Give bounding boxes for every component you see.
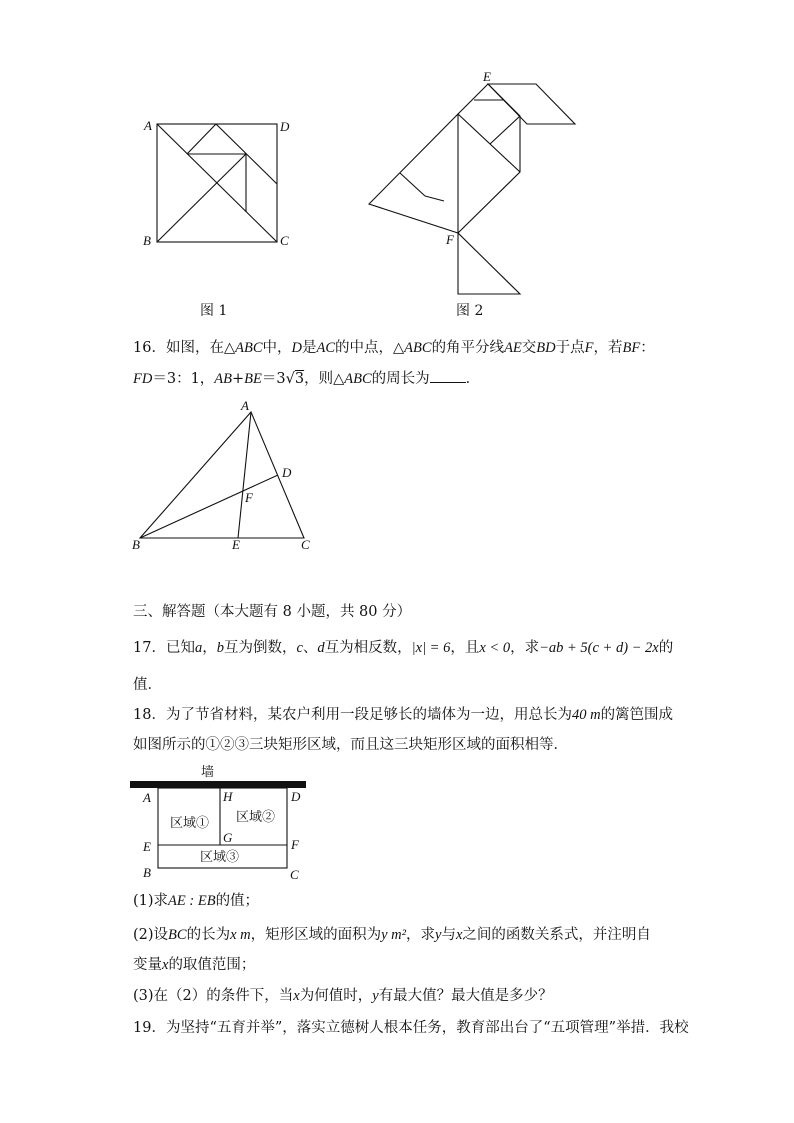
- q18-sub2-line2: 变量x的取值范围；: [133, 957, 256, 973]
- fig1-label-A: A: [144, 118, 152, 133]
- q18-label-D: D: [291, 789, 301, 804]
- fig1-caption: 图 1: [200, 303, 228, 319]
- fig1-label-C: C: [280, 233, 289, 248]
- section-3-title: 三、解答题（本大题有 8 小题，共 80 分）: [133, 604, 412, 620]
- wall-bar: [130, 781, 306, 788]
- q16-label-E: E: [232, 537, 240, 552]
- fig2-label-E: E: [483, 69, 491, 84]
- q16-label-F: F: [245, 490, 253, 505]
- q18-fence-diagram: [0, 760, 794, 885]
- q16-label-C: C: [301, 537, 310, 552]
- region-1-label: 区域①: [170, 815, 210, 830]
- q18-line2: 如图所示的①②③三块矩形区域，而且这三块矩形区域的面积相等．: [133, 737, 568, 753]
- q18-label-H: H: [223, 789, 233, 804]
- q18-sub1: (1)求AE : EB的值；: [133, 893, 260, 909]
- fig2-caption: 图 2: [456, 303, 484, 319]
- q18-sub2-line1: (2)设BC的长为x m，矩形区域的面积为y m²，求y与x之间的函数关系式，并注明自: [133, 927, 651, 943]
- region-2-label: 区域②: [236, 809, 276, 824]
- q18-label-A: A: [143, 790, 151, 805]
- answer-blank[interactable]: [430, 368, 466, 383]
- q18-label-E: E: [143, 839, 151, 854]
- q18-label-C: C: [290, 867, 299, 882]
- q16-label-D: D: [282, 465, 292, 480]
- q18-line1: 18．为了节省材料，某农户利用一段足够长的墙体为一边，用总长为40 m的篱笆围成: [133, 707, 674, 723]
- figure-2-bird: [369, 84, 575, 294]
- figure-1-square: [157, 124, 277, 242]
- q16-label-A: A: [241, 398, 249, 413]
- q18-label-G: G: [223, 830, 233, 845]
- q17-line1: 17．已知a，b互为倒数，c、d互为相反数，|x| = 6，且x < 0，求−ab + 5(c + d) − 2x的: [133, 640, 674, 656]
- q16-line1: 16．如图，在△ABC中，D是AC的中点，△ABC的角平分线AE交BD于点F，若BF：: [133, 340, 655, 356]
- q16-triangle-figure: [0, 395, 794, 555]
- tangram-figures: [0, 0, 794, 330]
- q18-sub3: (3)在（2）的条件下，当x为何值时，y有最大值？最大值是多少？: [133, 988, 553, 1004]
- q16-line2: FD＝3：1，AB+BE＝3√3，则△ABC的周长为 ．: [133, 368, 480, 389]
- wall-label: 墙: [201, 764, 215, 779]
- q17-line2: 值．: [133, 677, 162, 693]
- fig1-label-B: B: [143, 233, 151, 248]
- q18-label-B: B: [143, 865, 151, 880]
- q16-label-B: B: [132, 537, 140, 552]
- region-3-label: 区域③: [200, 849, 240, 864]
- q18-label-F: F: [291, 837, 299, 852]
- fig1-label-D: D: [280, 119, 290, 134]
- sqrt-symbol: √: [285, 371, 295, 387]
- q19-line1: 19．为坚持“五育并举”，落实立德树人根本任务，教育部出台了“五项管理”举措．我校: [133, 1020, 689, 1036]
- fig2-label-F: F: [446, 232, 454, 247]
